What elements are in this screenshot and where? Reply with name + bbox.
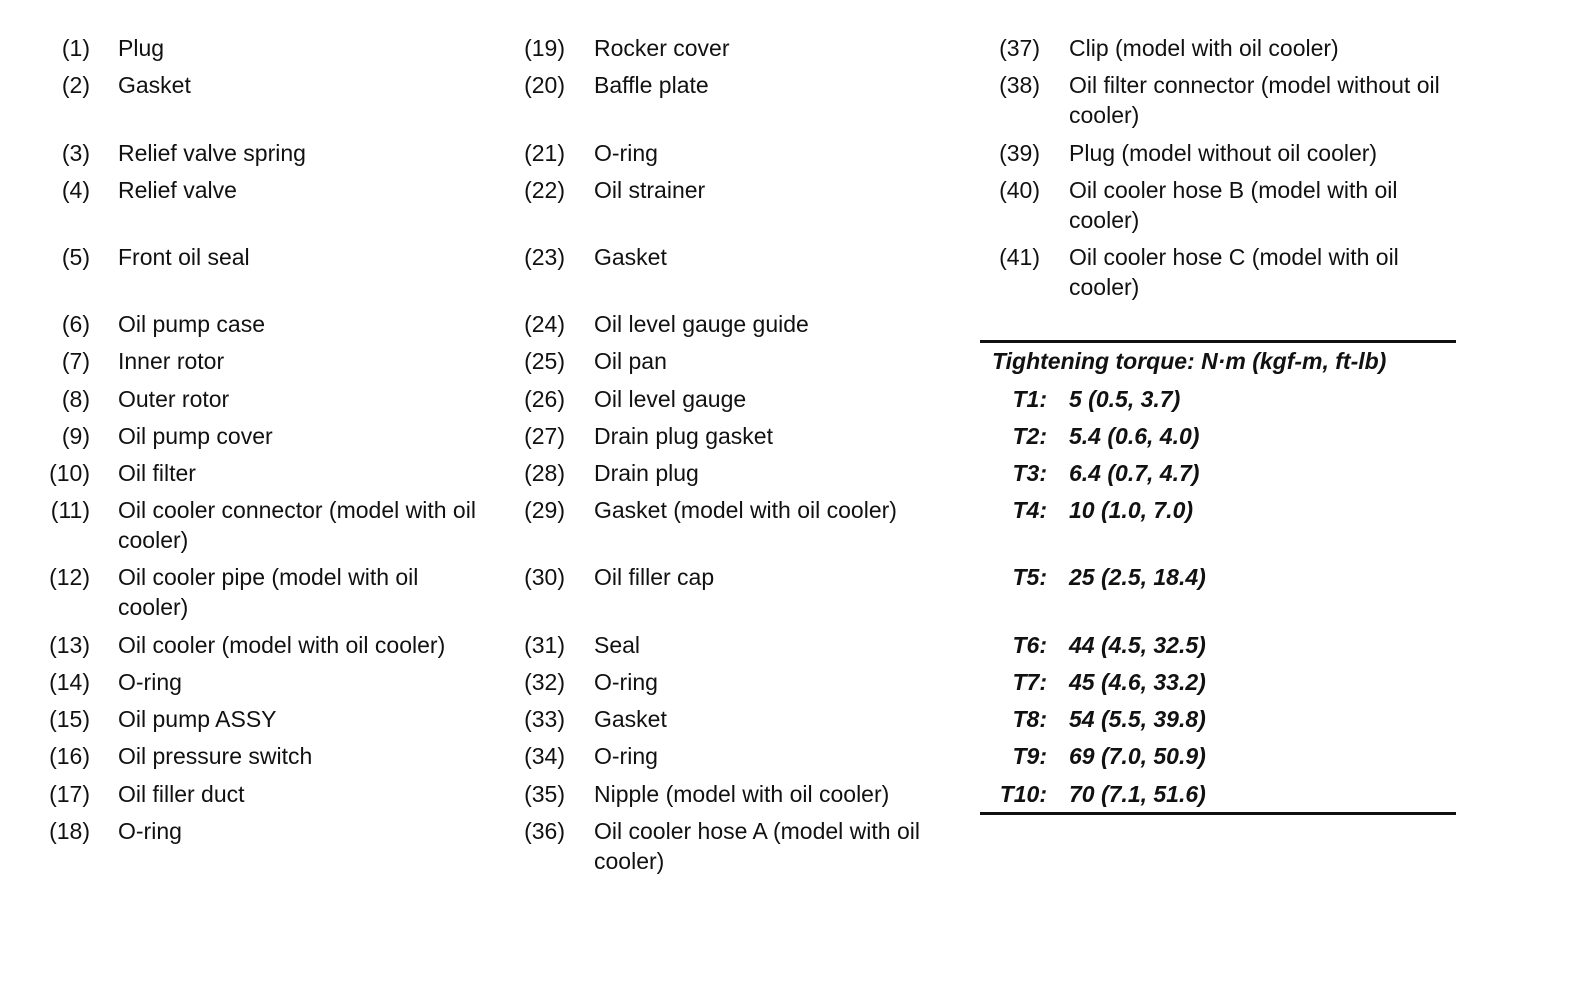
part-number: (15) [49, 706, 90, 732]
part-description: Gasket [594, 244, 667, 270]
part-description: Relief valve spring [118, 140, 306, 166]
torque-value: 44 (4.5, 32.5) [1069, 632, 1206, 658]
part-description: Oil filter [118, 460, 196, 486]
torque-code: T3: [1012, 460, 1047, 486]
part-description: Oil level gauge guide [594, 311, 809, 337]
part-number: (30) [524, 564, 565, 590]
part-number: (23) [524, 244, 565, 270]
part-description: O-ring [118, 818, 182, 844]
torque-table-bottom-rule [980, 812, 1456, 815]
torque-value: 70 (7.1, 51.6) [1069, 781, 1206, 807]
part-number: (27) [524, 423, 565, 449]
part-number: (39) [999, 140, 1040, 166]
torque-code: T6: [1012, 632, 1047, 658]
torque-code: T9: [1012, 743, 1047, 769]
part-description: Seal [594, 632, 641, 658]
part-description: Oil cooler hose C (model with oil cooler) [1069, 244, 1399, 300]
torque-value: 6.4 (0.7, 4.7) [1069, 460, 1200, 486]
part-number: (37) [999, 35, 1040, 61]
part-number: (22) [524, 177, 565, 203]
part-number: (12) [49, 564, 90, 590]
part-number: (14) [49, 669, 90, 695]
torque-code: T2: [1012, 423, 1047, 449]
part-description: Oil level gauge [594, 386, 747, 412]
torque-value: 10 (1.0, 7.0) [1069, 497, 1194, 523]
part-number: (28) [524, 460, 565, 486]
torque-value: 5.4 (0.6, 4.0) [1069, 423, 1200, 449]
part-description: Nipple (model with oil cooler) [594, 781, 890, 807]
part-description: O-ring [594, 743, 658, 769]
part-description: O-ring [594, 669, 658, 695]
part-description: Oil filter connector (model without oil cooler) [1069, 72, 1440, 128]
torque-table-title: Tightening torque: N·m (kgf-m, ft-lb) [992, 348, 1387, 374]
part-number: (33) [524, 706, 565, 732]
torque-value: 69 (7.0, 50.9) [1069, 743, 1206, 769]
torque-value: 54 (5.5, 39.8) [1069, 706, 1206, 732]
part-number: (35) [524, 781, 565, 807]
part-number: (1) [61, 35, 90, 61]
part-number: (16) [49, 743, 90, 769]
part-description: Clip (model with oil cooler) [1069, 35, 1339, 61]
part-description: Relief valve [118, 177, 237, 203]
part-description: Oil strainer [594, 177, 706, 203]
part-description: Drain plug [594, 460, 699, 486]
part-number: (4) [61, 177, 90, 203]
part-number: (32) [524, 669, 565, 695]
part-description: O-ring [594, 140, 658, 166]
part-number: (17) [49, 781, 90, 807]
torque-table-top-rule [980, 340, 1456, 343]
part-number: (18) [49, 818, 90, 844]
part-number: (6) [61, 311, 90, 337]
part-number: (21) [524, 140, 565, 166]
part-number: (7) [61, 348, 90, 374]
part-description: Gasket [594, 706, 667, 732]
part-number: (3) [61, 140, 90, 166]
part-description: Oil cooler connector (model with oil cooler) [118, 497, 476, 553]
part-number: (10) [49, 460, 90, 486]
torque-code: T4: [1012, 497, 1047, 523]
part-number: (40) [999, 177, 1040, 203]
part-number: (8) [61, 386, 90, 412]
part-description: Baffle plate [594, 72, 709, 98]
part-description: Plug [118, 35, 165, 61]
torque-value: 45 (4.6, 33.2) [1069, 669, 1206, 695]
part-description: O-ring [118, 669, 182, 695]
part-number: (36) [524, 818, 565, 844]
torque-value: 5 (0.5, 3.7) [1069, 386, 1181, 412]
part-description: Gasket [118, 72, 191, 98]
part-number: (29) [524, 497, 565, 523]
part-number: (38) [999, 72, 1040, 98]
part-description: Oil cooler hose B (model with oil cooler) [1069, 177, 1398, 233]
part-number: (19) [524, 35, 565, 61]
part-description: Outer rotor [118, 386, 230, 412]
torque-code: T7: [1012, 669, 1047, 695]
part-number: (26) [524, 386, 565, 412]
part-description: Front oil seal [118, 244, 250, 270]
part-number: (31) [524, 632, 565, 658]
part-number: (41) [999, 244, 1040, 270]
part-description: Oil pump cover [118, 423, 273, 449]
part-number: (9) [61, 423, 90, 449]
part-description: Oil cooler pipe (model with oil cooler) [118, 564, 419, 620]
part-description: Oil filler cap [594, 564, 715, 590]
part-number: (20) [524, 72, 565, 98]
part-number: (5) [61, 244, 90, 270]
part-description: Oil filler duct [118, 781, 245, 807]
torque-code: T1: [1012, 386, 1047, 412]
part-number: (11) [50, 497, 90, 523]
part-description: Gasket (model with oil cooler) [594, 497, 897, 523]
part-description: Oil pump case [118, 311, 266, 337]
torque-value: 25 (2.5, 18.4) [1069, 564, 1206, 590]
part-description: Drain plug gasket [594, 423, 773, 449]
part-description: Oil cooler (model with oil cooler) [118, 632, 446, 658]
part-number: (34) [524, 743, 565, 769]
part-description: Inner rotor [118, 348, 225, 374]
part-description: Oil cooler hose A (model with oil cooler) [594, 818, 920, 874]
part-description: Oil pump ASSY [118, 706, 277, 732]
torque-code: T10: [999, 781, 1047, 807]
part-number: (25) [524, 348, 565, 374]
torque-code: T5: [1012, 564, 1047, 590]
part-description: Oil pan [594, 348, 667, 374]
torque-code: T8: [1012, 706, 1047, 732]
part-number: (24) [524, 311, 565, 337]
part-description: Rocker cover [594, 35, 730, 61]
part-number: (2) [61, 72, 90, 98]
part-number: (13) [49, 632, 90, 658]
part-description: Oil pressure switch [118, 743, 313, 769]
part-description: Plug (model without oil cooler) [1069, 140, 1378, 166]
